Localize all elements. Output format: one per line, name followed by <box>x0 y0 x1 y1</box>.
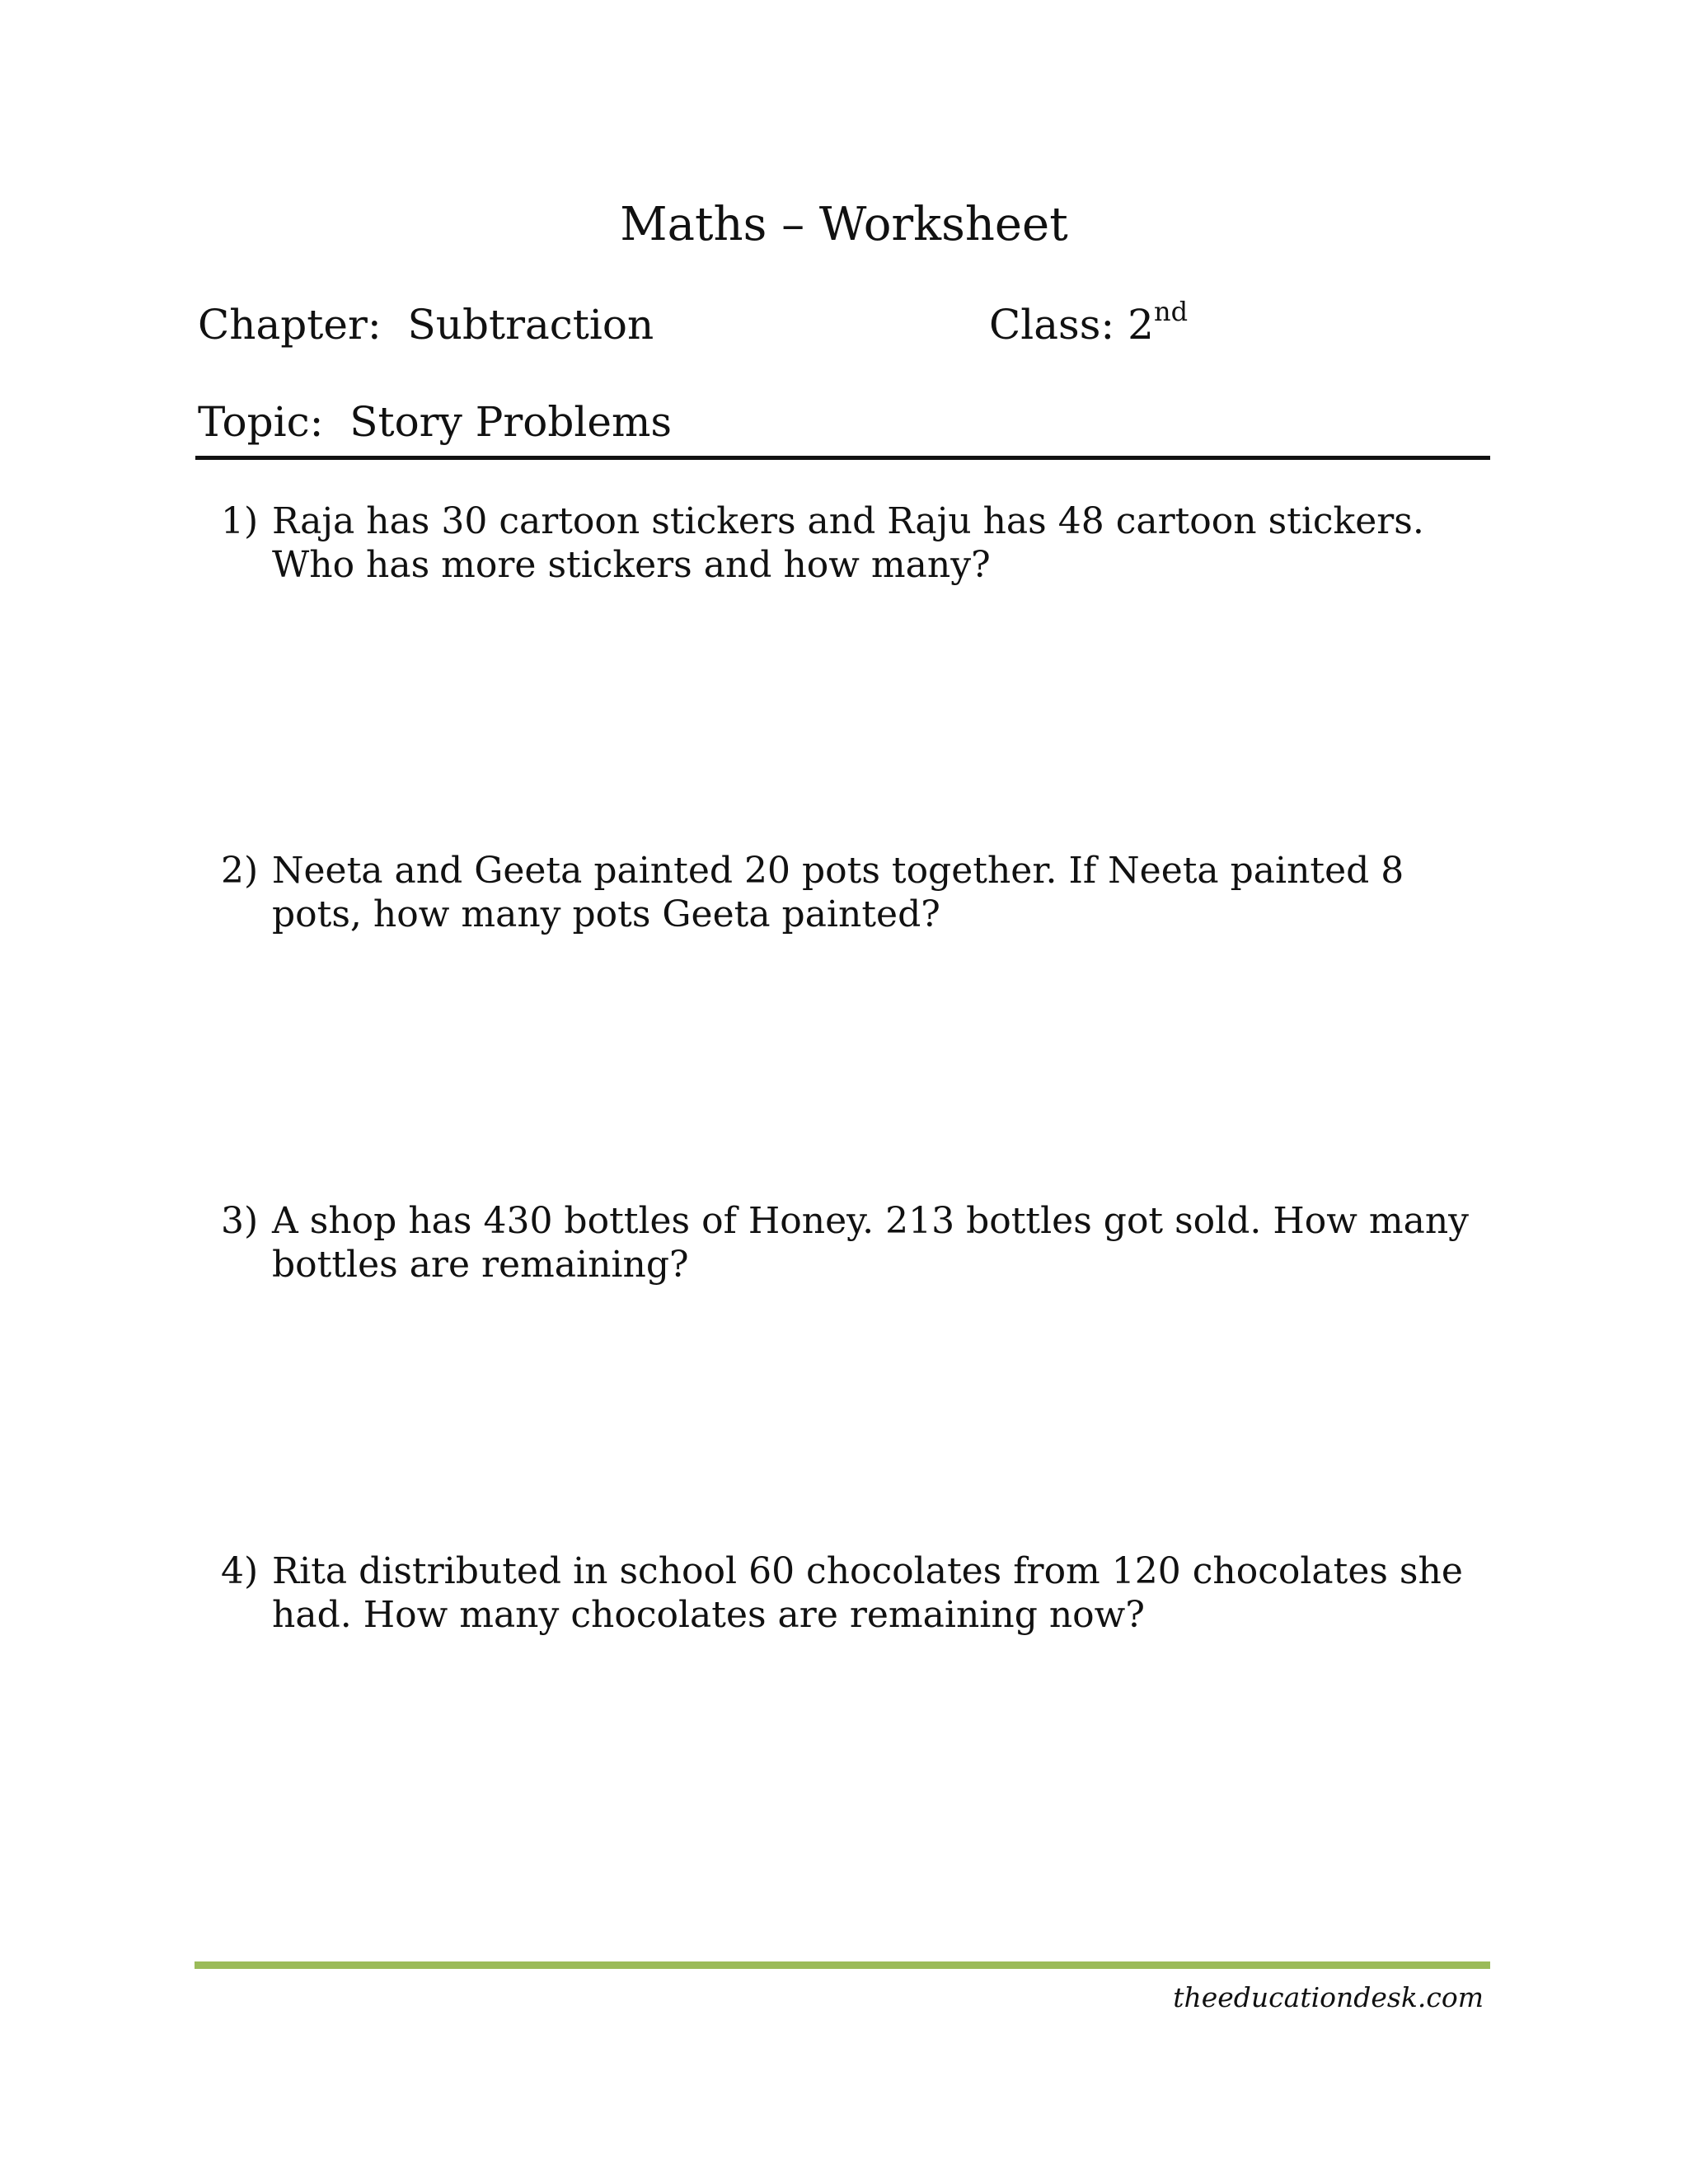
topic-value: Story Problems <box>349 398 673 446</box>
question-text: A shop has 430 bottles of Honey. 213 bottles got sold. How many bottles are remaining? <box>272 1200 1470 1286</box>
header-divider <box>195 456 1490 460</box>
question-text: Rita distributed in school 60 chocolates from 120 chocolates she had. How many chocolates are remaining now? <box>272 1550 1463 1636</box>
class-label: Class: <box>989 301 1115 349</box>
question-number: 3) <box>221 1200 259 1242</box>
topic-line <box>198 396 672 448</box>
chapter-line <box>198 298 654 351</box>
question-text: Neeta and Geeta painted 20 pots together. If Neeta painted 8 pots, how many pots Geeta painted? <box>272 850 1404 935</box>
topic-label: Topic: <box>198 398 324 446</box>
class-suffix: nd <box>1153 296 1189 327</box>
chapter-value: Subtraction <box>407 301 654 349</box>
question-number: 2) <box>221 850 259 892</box>
chapter-label: Chapter: <box>198 301 382 349</box>
class-line <box>989 298 1188 351</box>
class-value: 2 <box>1128 301 1154 349</box>
page-title: Maths – Worksheet <box>620 198 1068 251</box>
question-number: 4) <box>221 1550 259 1592</box>
question-text: Raja has 30 cartoon stickers and Raju has 48 cartoon stickers. Who has more stickers and how many? <box>272 500 1424 586</box>
footer-divider <box>195 1961 1490 1969</box>
footer-site: theeducationdesk.com <box>1173 1981 1484 2013</box>
question-number: 1) <box>221 500 259 542</box>
